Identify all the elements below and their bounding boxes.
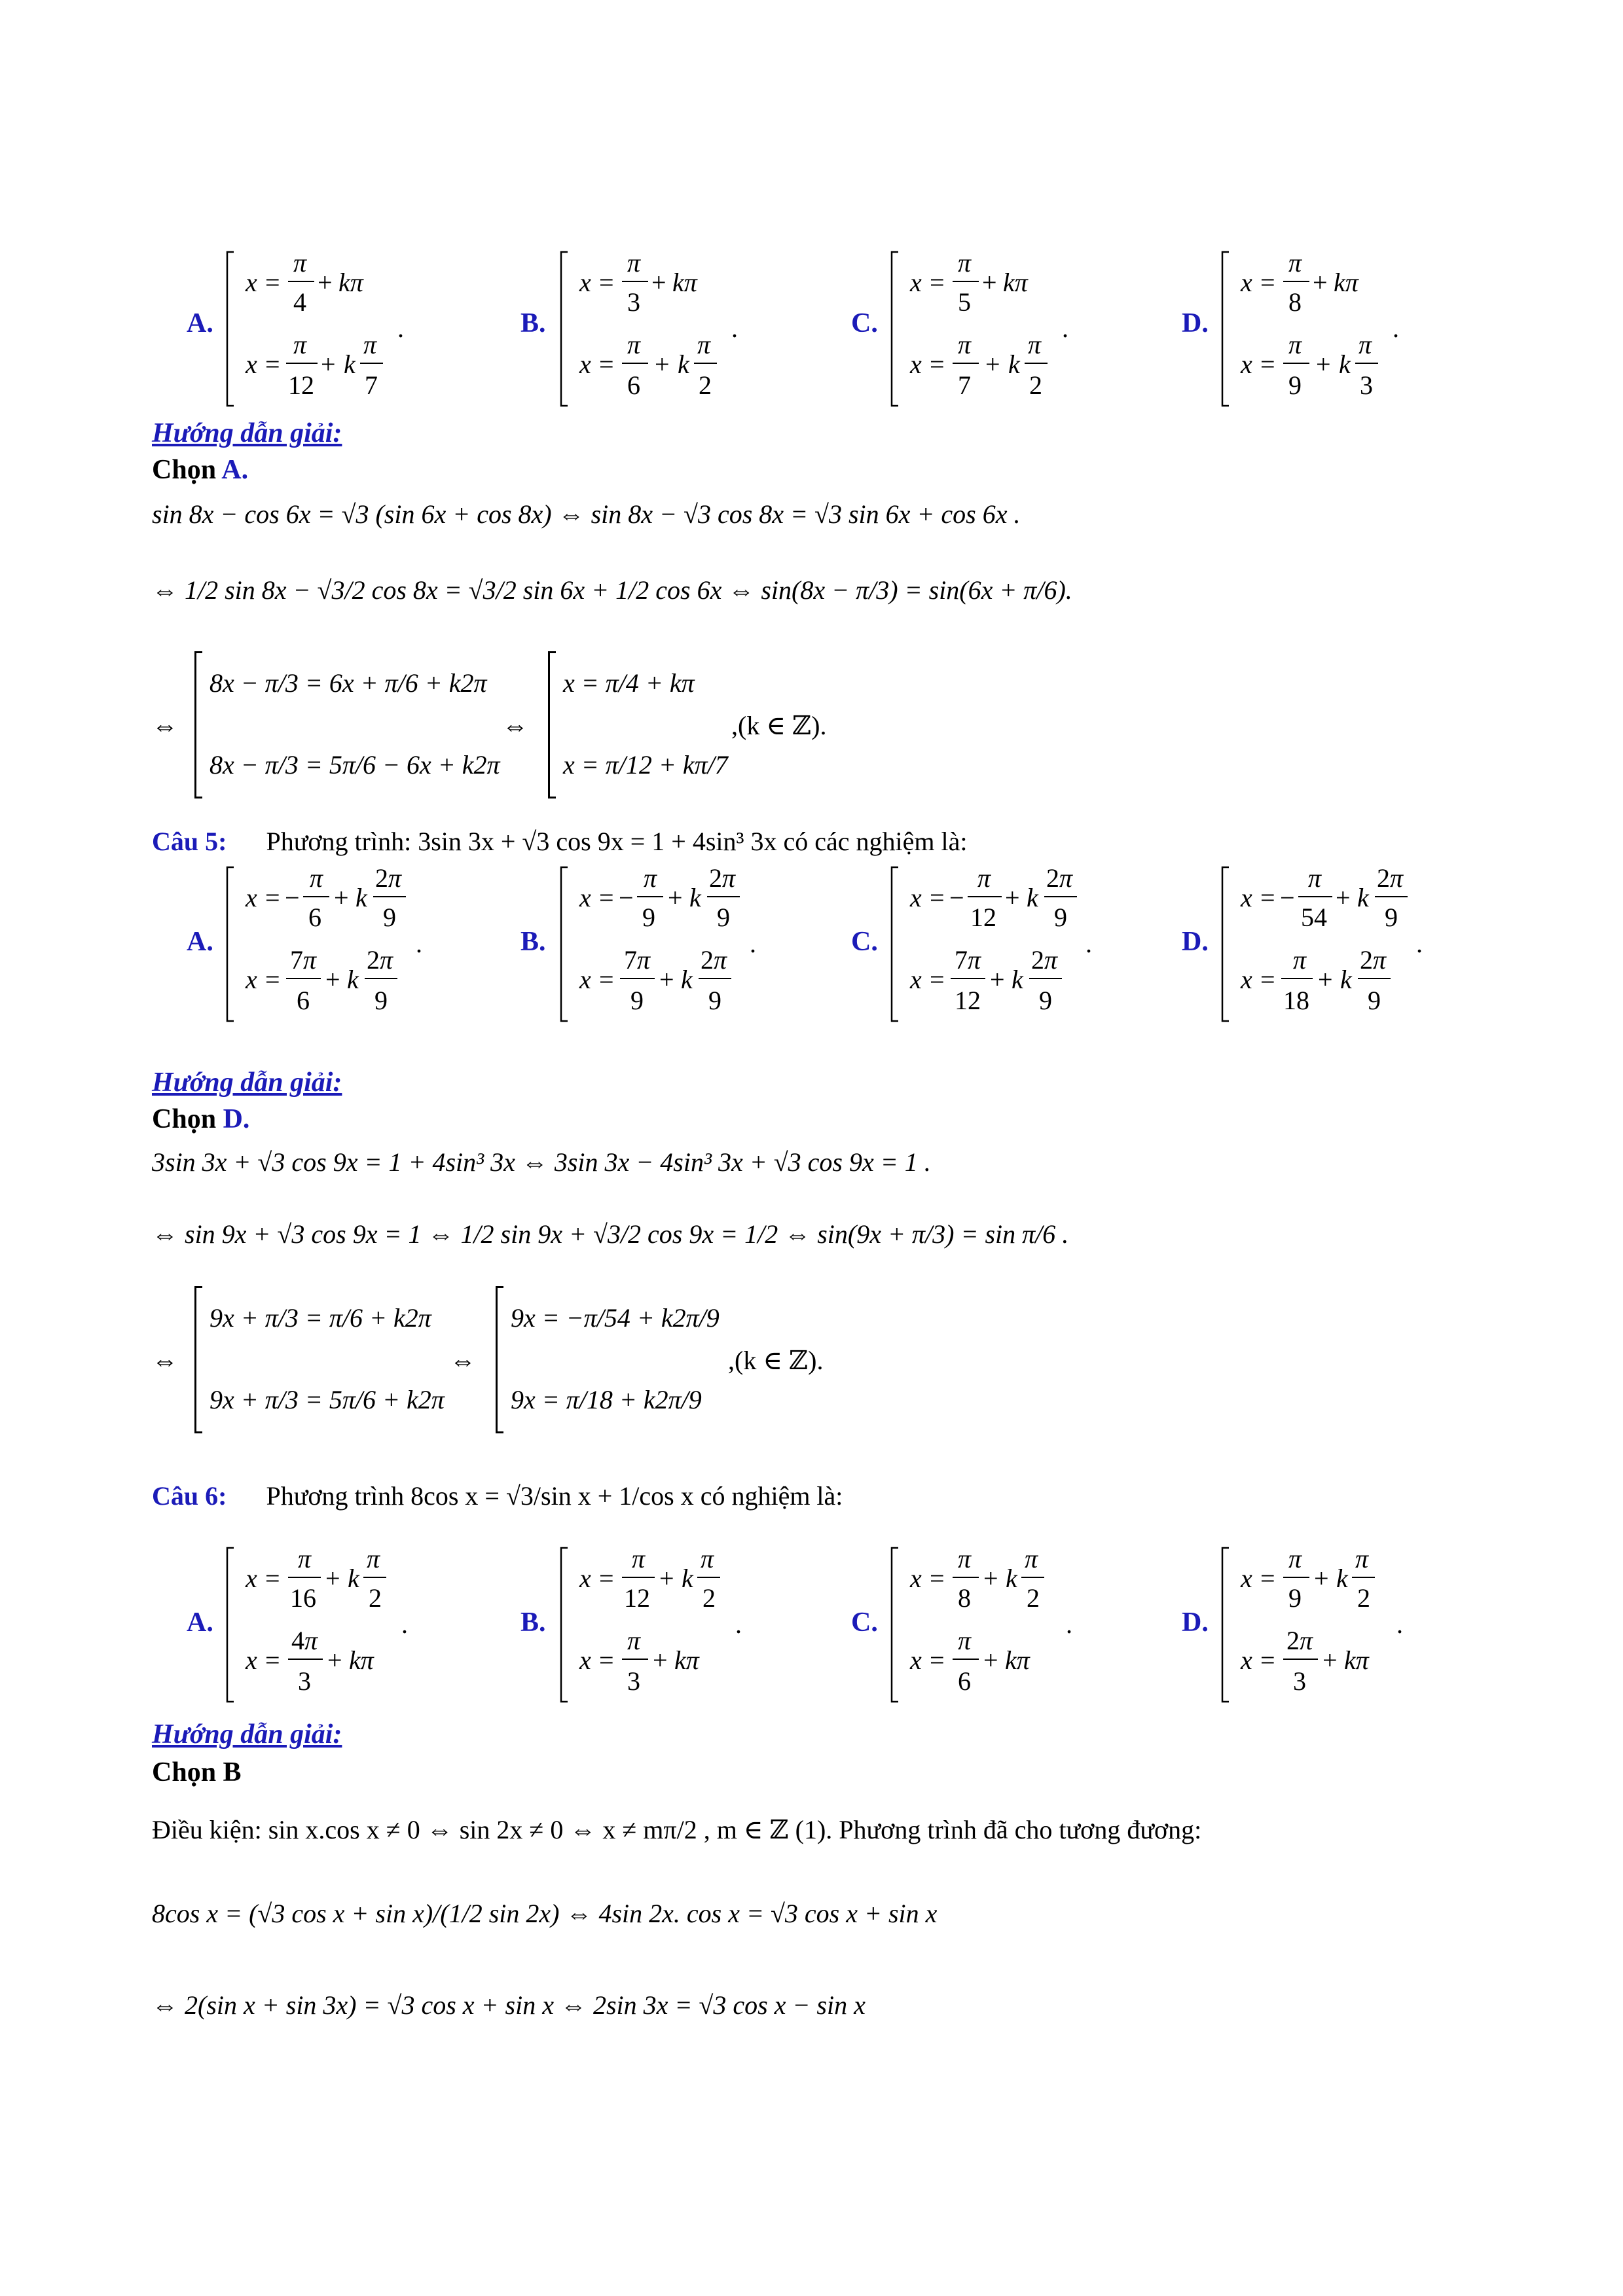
q4-system-eq1: 8x − π/3 = 6x + π/6 + k2π — [210, 668, 487, 698]
q6-solution-line1: 8cos x = (√3 cos x + sin x)/(1/2 sin 2x) ⇔ 4sin 2x. cos x = √3 cos x + sin x — [152, 1899, 938, 1928]
svg-text:=: = — [930, 1645, 945, 1675]
svg-text:kπ: kπ — [1344, 1645, 1369, 1675]
q5-system-sol1: 9x = −π/54 + k2π/9 — [511, 1303, 720, 1333]
svg-text:k: k — [1340, 965, 1352, 994]
svg-text:+: + — [318, 268, 333, 297]
svg-text:π: π — [632, 1544, 646, 1573]
q5-option-c-formula — [890, 857, 1106, 1028]
svg-text:2: 2 — [1377, 863, 1390, 893]
svg-text:6: 6 — [297, 986, 310, 1015]
svg-text:2: 2 — [375, 863, 388, 893]
svg-text:k: k — [689, 883, 701, 912]
svg-text:=: = — [930, 883, 945, 912]
svg-text:8: 8 — [1288, 287, 1302, 317]
svg-text:k: k — [348, 1564, 359, 1593]
svg-text:x: x — [579, 350, 591, 379]
svg-text:2: 2 — [709, 863, 722, 893]
svg-text:π: π — [303, 945, 317, 975]
q6-condition: Điều kiện: sin x.cos x ≠ 0 ⇔ sin 2x ≠ 0 ⇔ x ≠ mπ/2 , m ∈ ℤ (1). Phương trình đã cho tương đương: — [152, 1815, 1202, 1844]
svg-text:+: + — [1322, 1645, 1338, 1675]
q5-options — [0, 857, 1623, 1028]
svg-text:4: 4 — [291, 1626, 304, 1655]
svg-text:=: = — [265, 350, 280, 379]
svg-text:+: + — [325, 965, 340, 994]
svg-text:+: + — [982, 268, 997, 297]
q5-option-b-label: B. — [520, 927, 546, 957]
svg-text:+: + — [1313, 268, 1328, 297]
svg-text:π: π — [958, 1626, 972, 1655]
svg-text:π: π — [722, 863, 736, 893]
svg-text:−: − — [949, 883, 964, 912]
svg-text:.: . — [401, 1609, 408, 1639]
svg-text:=: = — [265, 965, 280, 994]
svg-text:kπ: kπ — [672, 268, 697, 297]
q5-solution-line2: ⇔ sin 9x + √3 cos 9x = 1 ⇔ 1/2 sin 9x + √3/2 cos 9x = 1/2 ⇔ sin(9x + π/3) = sin π/6 . — [152, 1219, 1069, 1249]
q4-solution-line1: sin 8x − cos 6x = √3 (sin 6x + cos 8x) ⇔ sin 8x − √3 cos 8x = √3 sin 6x + cos 6x . — [152, 499, 1021, 529]
svg-text:+: + — [325, 1564, 340, 1593]
svg-text:π: π — [644, 863, 657, 893]
svg-text:2: 2 — [1046, 863, 1059, 893]
svg-text:π: π — [1373, 945, 1387, 975]
q4-option-a-label: A. — [187, 308, 213, 338]
svg-text:x: x — [1241, 268, 1252, 297]
svg-text:3: 3 — [627, 1666, 640, 1696]
svg-text:x: x — [246, 350, 257, 379]
svg-text:+: + — [668, 883, 683, 912]
q5-answer: D. — [223, 1104, 250, 1134]
svg-text:9: 9 — [1288, 1583, 1302, 1613]
svg-text:+: + — [334, 883, 349, 912]
svg-text:9: 9 — [1288, 370, 1302, 400]
svg-text:6: 6 — [958, 1666, 971, 1696]
svg-text:+: + — [1318, 965, 1333, 994]
svg-text:=: = — [265, 1645, 280, 1675]
svg-text:x: x — [910, 965, 922, 994]
svg-text:=: = — [1260, 1564, 1275, 1593]
svg-text:=: = — [930, 268, 945, 297]
q4-choose-label: Chọn — [152, 455, 222, 485]
svg-text:=: = — [599, 883, 614, 912]
q5-option-a-formula — [226, 857, 442, 1028]
svg-text:54: 54 — [1301, 903, 1327, 932]
q5-option-c-label: C. — [851, 927, 878, 957]
svg-text:9: 9 — [642, 903, 655, 932]
svg-text:π: π — [1288, 1544, 1302, 1573]
svg-text:.: . — [1393, 314, 1399, 343]
svg-text:π: π — [1355, 1544, 1369, 1573]
svg-text:2: 2 — [1357, 1583, 1370, 1613]
svg-text:+: + — [1005, 883, 1020, 912]
svg-text:π: π — [1044, 945, 1058, 975]
q4-answer: A. — [221, 455, 249, 485]
svg-text:+: + — [327, 1645, 342, 1675]
svg-text:2: 2 — [1286, 1626, 1300, 1655]
svg-text:π: π — [1059, 863, 1073, 893]
q5-choose — [152, 1103, 249, 1135]
svg-text:−: − — [1280, 883, 1295, 912]
svg-text:9: 9 — [1385, 903, 1398, 932]
svg-text:k: k — [678, 350, 689, 379]
svg-text:x: x — [246, 965, 257, 994]
q6-solution-line2: ⇔ 2(sin x + sin 3x) = √3 cos x + sin x ⇔ 2sin 3x = √3 cos x − sin x — [152, 1990, 866, 2020]
svg-text:k: k — [344, 350, 356, 379]
svg-text:−: − — [619, 883, 634, 912]
svg-text:π: π — [697, 330, 711, 359]
svg-text:9: 9 — [1039, 986, 1052, 1015]
q6-title: Câu 6: — [152, 1481, 227, 1511]
svg-text:k: k — [1339, 350, 1351, 379]
q5-solution-system: ⇔ 9x + π/3 = π/6 + k2π 9x + π/3 = 5π/6 + k2π ⇔ 9x = −π/54 + k2π/9 9x = π/18 + k2π/9 ,(k ∈ ℤ). — [152, 1283, 938, 1440]
q6-choose: Chọn B — [152, 1757, 242, 1787]
svg-text:x: x — [1241, 965, 1252, 994]
svg-text:π: π — [627, 330, 641, 359]
q5-option-d-formula — [1221, 857, 1444, 1028]
svg-text:π: π — [367, 1544, 380, 1573]
svg-text:x: x — [246, 1564, 257, 1593]
svg-text:3: 3 — [1360, 370, 1373, 400]
svg-text:π: π — [380, 945, 393, 975]
svg-text:9: 9 — [1054, 903, 1067, 932]
svg-text:+: + — [653, 1645, 668, 1675]
svg-text:π: π — [714, 945, 727, 975]
svg-text:.: . — [735, 1609, 742, 1639]
svg-text:7: 7 — [955, 945, 968, 975]
svg-text:π: π — [310, 863, 323, 893]
svg-text:9: 9 — [630, 986, 644, 1015]
q4-choose — [152, 454, 248, 486]
q5-system-kz: ,(k ∈ ℤ). — [728, 1346, 824, 1375]
svg-text:x: x — [246, 268, 257, 297]
svg-text:6: 6 — [627, 370, 640, 400]
svg-text:k: k — [1357, 883, 1369, 912]
svg-text:π: π — [1288, 330, 1302, 359]
q5-option-a-label: A. — [187, 927, 213, 957]
svg-text:+: + — [655, 350, 670, 379]
svg-text:+: + — [321, 350, 336, 379]
q4-guide-heading: Hướng dẫn giải: — [152, 418, 342, 448]
q4-system-sol2: x = π/12 + kπ/7 — [563, 750, 728, 780]
svg-text:=: = — [1260, 1645, 1275, 1675]
svg-text:.: . — [1062, 314, 1068, 343]
q6-question — [152, 1480, 843, 1511]
q5-guide-heading: Hướng dẫn giải: — [152, 1067, 342, 1098]
svg-text:2: 2 — [1031, 945, 1044, 975]
svg-text:k: k — [681, 965, 693, 994]
q4-options — [0, 242, 1623, 412]
svg-text:kπ: kπ — [1005, 1645, 1030, 1675]
svg-text:π: π — [968, 945, 981, 975]
svg-text:9: 9 — [1368, 986, 1381, 1015]
svg-text:7: 7 — [958, 370, 971, 400]
svg-text:π: π — [298, 1544, 312, 1573]
q4-option-a-formula — [226, 242, 422, 412]
q5-system-sol2: 9x = π/18 + k2π/9 — [511, 1385, 702, 1414]
svg-text:=: = — [265, 883, 280, 912]
svg-text:π: π — [958, 330, 972, 359]
svg-text:kπ: kπ — [349, 1645, 374, 1675]
svg-text:18: 18 — [1283, 986, 1309, 1015]
svg-text:π: π — [1308, 863, 1322, 893]
svg-text:π: π — [637, 945, 651, 975]
svg-text:π: π — [1288, 248, 1302, 278]
q6-option-c-label: C. — [851, 1607, 878, 1638]
svg-text:4: 4 — [293, 287, 306, 317]
svg-text:π: π — [1300, 1626, 1313, 1655]
svg-text:π: π — [1293, 945, 1307, 975]
svg-text:k: k — [682, 1564, 693, 1593]
svg-text:2: 2 — [1027, 1583, 1040, 1613]
svg-text:−: − — [285, 883, 300, 912]
svg-text:12: 12 — [970, 903, 996, 932]
svg-text:7: 7 — [624, 945, 637, 975]
svg-text:+: + — [985, 350, 1000, 379]
svg-text:+: + — [651, 268, 666, 297]
svg-text:12: 12 — [955, 986, 981, 1015]
q5-text: Phương trình: 3sin 3x + √3 cos 9x = 1 + 4sin³ 3x có các nghiệm là: — [266, 827, 968, 856]
svg-text:+: + — [659, 965, 674, 994]
svg-text:x: x — [910, 1645, 922, 1675]
svg-text:+: + — [983, 1645, 998, 1675]
q5-solution-line1: 3sin 3x + √3 cos 9x = 1 + 4sin³ 3x ⇔ 3sin 3x − 4sin³ 3x + √3 cos 9x = 1 . — [152, 1147, 931, 1177]
q5-question — [152, 826, 967, 857]
svg-text:2: 2 — [699, 370, 712, 400]
svg-text:2: 2 — [702, 1583, 716, 1613]
q4-solution-system: ⇔ 8x − π/3 = 6x + π/6 + k2π 8x − π/3 = 5π/6 − 6x + k2π ⇔ x = π/4 + kπ x = π/12 + kπ/7 ,(k ∈ ℤ). — [152, 648, 938, 805]
svg-text:x: x — [910, 1564, 922, 1593]
svg-text:=: = — [930, 1564, 945, 1593]
svg-text:2: 2 — [367, 945, 380, 975]
svg-text:9: 9 — [717, 903, 730, 932]
svg-text:=: = — [930, 350, 945, 379]
svg-text:π: π — [363, 330, 377, 359]
svg-text:8: 8 — [958, 1583, 971, 1613]
q6-options — [0, 1538, 1623, 1708]
q6-option-a-label: A. — [187, 1607, 213, 1638]
svg-text:9: 9 — [374, 986, 388, 1015]
q5-option-d-label: D. — [1182, 927, 1209, 957]
q4-solution-line2: ⇔ 1/2 sin 8x − √3/2 cos 8x = √3/2 sin 6x + 1/2 cos 6x ⇔ sin(8x − π/3) = sin(6x + π/6). — [152, 575, 1072, 605]
q6-option-d-formula — [1221, 1538, 1417, 1708]
svg-text:2: 2 — [1360, 945, 1373, 975]
q4-option-b-formula — [560, 242, 756, 412]
q4-system-sol1: x = π/4 + kπ — [563, 668, 695, 698]
svg-text:π: π — [1359, 330, 1372, 359]
svg-text:k: k — [1012, 965, 1023, 994]
q6-option-a-formula — [226, 1538, 422, 1708]
svg-text:=: = — [599, 350, 614, 379]
q6-option-d-label: D. — [1182, 1607, 1209, 1638]
svg-text:x: x — [579, 268, 591, 297]
q4-system-eq2: 8x − π/3 = 5π/6 − 6x + k2π — [210, 750, 500, 780]
svg-text:6: 6 — [308, 903, 321, 932]
svg-text:π: π — [304, 1626, 318, 1655]
svg-text:x: x — [246, 883, 257, 912]
svg-text:π: π — [627, 1626, 641, 1655]
svg-text:+: + — [990, 965, 1005, 994]
q4-option-b-label: B. — [520, 308, 546, 338]
svg-text:x: x — [579, 883, 591, 912]
svg-text:2: 2 — [1029, 370, 1042, 400]
svg-text:kπ: kπ — [1003, 268, 1028, 297]
svg-text:=: = — [599, 965, 614, 994]
svg-text:.: . — [1416, 929, 1423, 958]
svg-text:16: 16 — [290, 1583, 316, 1613]
svg-text:x: x — [1241, 1645, 1252, 1675]
svg-text:=: = — [265, 1564, 280, 1593]
svg-text:kπ: kπ — [674, 1645, 699, 1675]
svg-text:=: = — [930, 965, 945, 994]
svg-text:π: π — [388, 863, 402, 893]
svg-text:π: π — [1390, 863, 1404, 893]
svg-text:x: x — [910, 350, 922, 379]
svg-text:2: 2 — [701, 945, 714, 975]
q5-title: Câu 5: — [152, 827, 227, 856]
svg-text:π: π — [958, 1544, 972, 1573]
q4-option-d-label: D. — [1182, 308, 1209, 338]
svg-text:π: π — [293, 248, 307, 278]
svg-text:x: x — [579, 1564, 591, 1593]
svg-text:2: 2 — [369, 1583, 382, 1613]
svg-text:kπ: kπ — [338, 268, 363, 297]
svg-text:.: . — [731, 314, 738, 343]
svg-text:k: k — [1336, 1564, 1348, 1593]
q4-option-c-formula — [890, 242, 1087, 412]
svg-text:x: x — [579, 965, 591, 994]
q6-guide-heading: Hướng dẫn giải: — [152, 1719, 342, 1749]
svg-text:k: k — [1027, 883, 1038, 912]
q4-system-kz: ,(k ∈ ℤ). — [731, 711, 827, 740]
svg-text:12: 12 — [624, 1583, 650, 1613]
svg-text:kπ: kπ — [1334, 268, 1359, 297]
svg-text:5: 5 — [958, 287, 971, 317]
svg-text:π: π — [1025, 1544, 1038, 1573]
svg-text:k: k — [1006, 1564, 1017, 1593]
svg-text:12: 12 — [288, 370, 314, 400]
svg-text:x: x — [1241, 1564, 1252, 1593]
svg-text:+: + — [1314, 1564, 1329, 1593]
svg-text:=: = — [1260, 350, 1275, 379]
svg-text:x: x — [579, 1645, 591, 1675]
svg-text:=: = — [599, 268, 614, 297]
svg-text:x: x — [910, 883, 922, 912]
svg-text:3: 3 — [1293, 1666, 1306, 1696]
svg-text:π: π — [977, 863, 991, 893]
q5-choose-label: Chọn — [152, 1104, 223, 1134]
svg-text:x: x — [1241, 350, 1252, 379]
svg-text:k: k — [347, 965, 359, 994]
svg-text:.: . — [1085, 929, 1092, 958]
svg-text:π: π — [701, 1544, 714, 1573]
q5-system-eq1: 9x + π/3 = π/6 + k2π — [210, 1303, 431, 1333]
q5-system-eq2: 9x + π/3 = 5π/6 + k2π — [210, 1385, 445, 1414]
svg-text:7: 7 — [365, 370, 378, 400]
svg-text:+: + — [659, 1564, 674, 1593]
svg-text:3: 3 — [627, 287, 640, 317]
svg-text:+: + — [983, 1564, 998, 1593]
svg-text:k: k — [356, 883, 367, 912]
q6-option-b-label: B. — [520, 1607, 546, 1638]
q5-option-b-formula — [560, 857, 776, 1028]
svg-text:x: x — [246, 1645, 257, 1675]
svg-text:+: + — [1336, 883, 1351, 912]
svg-text:=: = — [599, 1645, 614, 1675]
svg-text:.: . — [1396, 1609, 1403, 1639]
svg-text:=: = — [1260, 965, 1275, 994]
svg-text:.: . — [397, 314, 404, 343]
svg-text:π: π — [958, 248, 972, 278]
svg-text:9: 9 — [383, 903, 396, 932]
q4-option-d-formula — [1221, 242, 1417, 412]
svg-text:.: . — [1066, 1609, 1072, 1639]
svg-text:3: 3 — [298, 1666, 311, 1696]
svg-text:π: π — [627, 248, 641, 278]
svg-text:9: 9 — [708, 986, 721, 1015]
svg-text:π: π — [1028, 330, 1042, 359]
q6-option-b-formula — [560, 1538, 756, 1708]
q4-option-c-label: C. — [851, 308, 878, 338]
svg-text:+: + — [1316, 350, 1331, 379]
svg-text:=: = — [1260, 268, 1275, 297]
q6-text: Phương trình 8cos x = √3/sin x + 1/cos x có nghiệm là: — [266, 1481, 843, 1511]
svg-text:7: 7 — [290, 945, 303, 975]
svg-text:.: . — [750, 929, 756, 958]
svg-text:x: x — [1241, 883, 1252, 912]
svg-text:=: = — [1260, 883, 1275, 912]
svg-text:.: . — [416, 929, 422, 958]
svg-text:=: = — [599, 1564, 614, 1593]
svg-text:k: k — [1008, 350, 1020, 379]
svg-text:=: = — [265, 268, 280, 297]
q6-option-c-formula — [890, 1538, 1087, 1708]
svg-text:x: x — [910, 268, 922, 297]
svg-text:π: π — [293, 330, 307, 359]
